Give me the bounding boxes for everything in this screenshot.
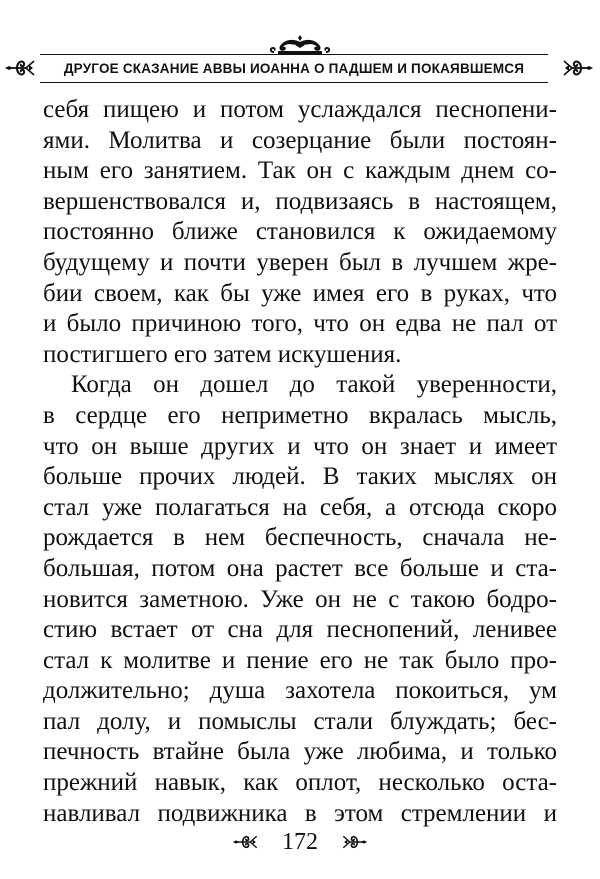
paragraph-2	[43, 370, 557, 829]
text-line: больше прочих людей. В таких мыслях он	[43, 463, 557, 491]
running-header	[0, 28, 600, 88]
text-line: постигшего его затем искушения.	[43, 340, 402, 368]
text-line: печность втайне была уже любима, и только	[43, 738, 557, 766]
text-line: Когда он дошел до такой уверенности,	[71, 371, 557, 399]
left-fleuron-icon	[4, 56, 38, 80]
text-line: новится заметною. Уже он не с такою бодро-	[43, 585, 557, 613]
text-line: стию встает от сна для песнопений, ленивее	[43, 616, 557, 644]
text-line: должительно; душа захотела покоиться, ум	[43, 677, 557, 705]
text-line: что он выше других и что он знает и имеет	[43, 432, 557, 460]
text-line: будущему и почти уверен был в лучшем жре-	[43, 248, 557, 276]
text-line: большая, потом она растет все больше и ста-	[43, 554, 557, 582]
right-fleuron-icon	[560, 56, 594, 80]
header-rule-bottom	[40, 82, 548, 83]
top-flourish-icon	[268, 34, 332, 56]
running-title: ДРУГОЕ СКАЗАНИЕ АВВЫ ИОАННА О ПАДШЕМ И ПОКАЯВШЕМСЯ	[63, 61, 525, 76]
text-line: постоянно ближе становился к ожидаемому	[43, 218, 557, 246]
text-line: ями. Молитва и созерцание были постоян-	[43, 126, 557, 154]
text-line: себя пищею и потом услаждался песнопени-	[43, 96, 557, 123]
text-line: и было причиною того, что он едва не пал от	[43, 310, 557, 338]
text-line: в сердце его неприметно вкралась мысль,	[43, 401, 557, 429]
text-line: ным его занятием. Так он с каждым днем со-	[43, 157, 557, 185]
text-line: бии своем, как бы уже имея его в руках, что	[43, 279, 557, 307]
text-line: вершенствовался и, подвизаясь в настоящем,	[43, 187, 557, 215]
page-footer	[0, 825, 600, 859]
text-line: стал уже полагаться на себя, а отсюда скоро	[43, 493, 557, 521]
text-line: стал к молитве и пение его не так было про-	[43, 646, 557, 674]
paragraph-1	[43, 95, 557, 370]
text-line: пал долу, и помыслы стали блуждать; бес-	[43, 707, 557, 735]
header-rule-top	[40, 54, 548, 55]
page-number: 172	[282, 828, 318, 855]
text-line: навливал подвижника в этом стремлении и	[43, 799, 557, 827]
text-line: рождается в нем беспечность, сначала не-	[43, 524, 557, 552]
body-text	[43, 95, 557, 829]
text-line: прежний навык, как оплот, несколько оста-	[43, 769, 557, 797]
right-fleuron-icon	[340, 831, 368, 853]
left-fleuron-icon	[232, 831, 260, 853]
